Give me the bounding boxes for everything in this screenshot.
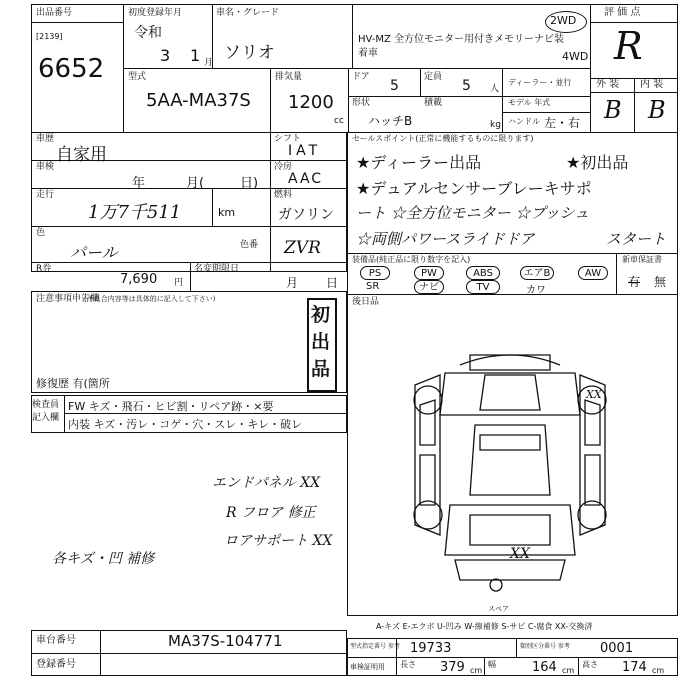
note-repair: 各キズ・凹 補修 <box>52 551 155 567</box>
fuel-label: 燃料 <box>274 190 293 200</box>
height-value: 174 <box>622 660 647 675</box>
inspector-label-2: 記入欄 <box>32 413 60 423</box>
inspector-row1: FW キズ・飛石・ヒビ割・リペア跡・×要 <box>68 400 274 413</box>
equip-navi: ナビ <box>414 280 444 294</box>
dims-label: 車検証明用 <box>350 663 385 671</box>
load-label: 積載 <box>424 98 443 108</box>
recycle-value: 7,690 <box>120 272 158 287</box>
cm-unit-3: cm <box>652 666 665 675</box>
inspector-row2: 内装 キズ・汚レ・コゲ・穴・スレ・キレ・破レ <box>68 418 303 431</box>
divider <box>348 96 590 97</box>
class-no-label: 類別区分番号 参考 <box>520 643 570 650</box>
recycle-label: R券 <box>36 264 52 274</box>
drive-4wd: 4WD <box>562 50 589 63</box>
divider <box>484 657 485 676</box>
doc-month: 月 <box>286 276 299 290</box>
grade-line1: HV-MZ 全方位モニター用付きメモリーナビ装 <box>358 34 565 45</box>
selling-point-brake: ★デュアルセンサーブレーキサポ <box>356 179 592 198</box>
reg-no-label: 登録番号 <box>36 659 76 670</box>
selling-point-first: ★初出品 <box>566 153 629 172</box>
history-value: 自家用 <box>56 145 107 165</box>
mileage-label: 走行 <box>36 190 55 200</box>
damage-mark-top: XX <box>586 388 602 401</box>
era: 令和 <box>134 25 162 41</box>
divider <box>270 68 271 133</box>
interior-score: B <box>648 96 666 124</box>
warranty-label: 新車保証書 <box>622 255 662 264</box>
selling-points-label: セールスポイント(正常に機能するものに限ります) <box>352 134 534 143</box>
caution-label: 注意事項申告欄 <box>36 294 100 304</box>
divider <box>31 188 270 189</box>
warranty-none: 無 <box>654 275 667 289</box>
divider <box>212 188 213 226</box>
repair-history: 修復歴 有(箇所 <box>36 377 110 390</box>
grade-line2: 着車 <box>358 48 378 59</box>
mileage-value: 1万7千511 <box>88 202 182 223</box>
equip-airbag: エアB <box>520 266 554 280</box>
divider <box>31 262 347 263</box>
yen-unit: 円 <box>174 278 184 288</box>
displacement-value: 1200 <box>288 92 334 113</box>
exterior-score: B <box>604 96 622 124</box>
divider <box>270 188 347 189</box>
color-label: 色 <box>36 228 46 238</box>
capacity-value: 5 <box>462 78 471 94</box>
length-label: 長さ <box>400 660 416 669</box>
equipment-label: 装備品(純正品に限り数字を記入) <box>352 255 471 264</box>
handle-label: ハンドル <box>508 117 540 126</box>
handle-value: 左・右 <box>544 116 581 130</box>
lot-number: 6652 <box>38 54 105 84</box>
inspection-year-unit: 年 <box>132 176 146 191</box>
divider <box>502 68 503 133</box>
doc-expiry-label: 名変期限日 <box>194 264 240 274</box>
doors-value: 5 <box>390 78 399 94</box>
first-listing-stamp: 初出品 <box>311 304 331 380</box>
cm-unit-1: cm <box>470 666 483 675</box>
length-value: 379 <box>440 660 465 675</box>
divider <box>123 68 590 69</box>
divider <box>31 160 270 161</box>
reg-year: 3 <box>160 46 171 65</box>
equip-abs: ABS <box>466 266 500 280</box>
model-label: 型式 <box>128 72 147 82</box>
cc-unit: cc <box>334 116 344 126</box>
shape-value: ハッチB <box>368 114 413 128</box>
selling-point-dealer: ★ディーラー出品 <box>356 153 482 172</box>
kg-unit: kg <box>490 120 501 130</box>
dealer-label: ディーラー・並行 <box>508 78 572 87</box>
car-name-label: 車名・グレード <box>216 8 280 18</box>
equip-leather: カワ <box>526 285 546 296</box>
divider <box>352 4 353 68</box>
equip-tv: TV <box>466 280 500 294</box>
note-floor: R フロア 修正 <box>226 505 316 521</box>
shift-label: シフト <box>274 134 302 144</box>
lot-no-label: 出品番号 <box>36 8 73 18</box>
color-no-value: ZVR <box>284 238 321 258</box>
model-year-label: モデル 年式 <box>508 98 551 107</box>
divider <box>634 78 635 133</box>
person-unit: 人 <box>490 84 500 94</box>
width-label: 幅 <box>488 660 496 669</box>
equip-aw: AW <box>578 266 608 280</box>
doc-day: 日 <box>326 276 339 290</box>
score-label: 評 価 点 <box>604 7 641 18</box>
ac-label: 冷房 <box>274 162 293 172</box>
ac-value: AAC <box>288 171 324 187</box>
divider <box>31 226 270 227</box>
first-reg-label: 初度登録年月 <box>128 8 183 18</box>
divider <box>31 22 123 23</box>
divider <box>270 132 271 272</box>
divider <box>190 262 191 292</box>
displacement-label: 排気量 <box>275 72 303 82</box>
capacity-label: 定員 <box>424 72 443 82</box>
equip-sr: SR <box>366 281 380 292</box>
width-value: 164 <box>532 660 557 675</box>
divider <box>348 68 349 133</box>
selling-point-door: ☆両側パワースライドドア <box>356 230 535 248</box>
cm-unit-2: cm <box>562 666 575 675</box>
class-no: 0001 <box>600 641 634 656</box>
inspection-month-unit: 月( <box>186 176 205 191</box>
note-end-panel: エンドパネル XX <box>212 475 321 491</box>
divider <box>270 160 347 161</box>
month-unit: 月 <box>204 58 214 68</box>
model-no-label: 型式指定番号 参考 <box>350 643 400 650</box>
rear-label: 後日品 <box>352 297 380 307</box>
divider <box>64 395 65 433</box>
history-label: 車歴 <box>36 134 55 144</box>
doors-label: ドア <box>352 72 370 82</box>
divider <box>270 226 347 227</box>
divider <box>590 22 678 23</box>
car-name: ソリオ <box>224 43 275 63</box>
selling-point-start: スタート <box>606 230 667 248</box>
divider <box>590 4 591 133</box>
color-no-label: 色番 <box>240 240 259 250</box>
height-label: 高さ <box>582 660 598 669</box>
damage-mark-rear: XX <box>510 546 530 562</box>
damage-legend: A-キズ E-エクボ U-凹み W-線補修 S-サビ C-腐食 XX-交換済 <box>376 622 593 631</box>
warranty-answer: 有 <box>628 275 641 289</box>
divider <box>578 657 579 676</box>
inspector-label-1: 検査員 <box>32 400 60 410</box>
drive-2wd: 2WD <box>550 14 577 27</box>
divider <box>31 653 347 654</box>
equip-ps: PS <box>360 266 390 280</box>
chassis-label: 車台番号 <box>36 635 76 646</box>
chassis-number: MA37S-104771 <box>168 632 283 650</box>
model-no: 19733 <box>410 641 452 656</box>
model-value: 5AA-MA37S <box>146 90 251 111</box>
km-unit: km <box>218 206 236 219</box>
divider <box>616 253 617 295</box>
divider <box>502 112 590 113</box>
note-lower-support: ロアサポート XX <box>224 533 333 549</box>
inspection-label: 車検 <box>36 162 55 172</box>
divider <box>516 638 517 657</box>
interior-label: 内 装 <box>640 79 664 90</box>
divider <box>590 92 678 93</box>
divider <box>420 68 421 96</box>
color-value: パール <box>70 243 118 262</box>
equip-pw: PW <box>414 266 444 280</box>
score-value: R <box>614 24 643 68</box>
shift-value: IAT <box>288 143 322 159</box>
divider <box>100 630 101 676</box>
exterior-label: 外 装 <box>596 79 620 90</box>
fuel-value: ガソリン <box>278 207 334 223</box>
spare-label: スペア <box>488 605 509 613</box>
inspection-day-unit: 日) <box>240 176 259 191</box>
lot-sub: [2139] <box>36 32 63 41</box>
selling-point-monitor: ート ☆全方位モニター ☆プッシュ <box>356 204 590 222</box>
shape-label: 形状 <box>352 98 371 108</box>
caution-sub: (不具合内容等は具体的に記入して下さい) <box>84 295 216 303</box>
reg-month: 1 <box>190 46 201 65</box>
